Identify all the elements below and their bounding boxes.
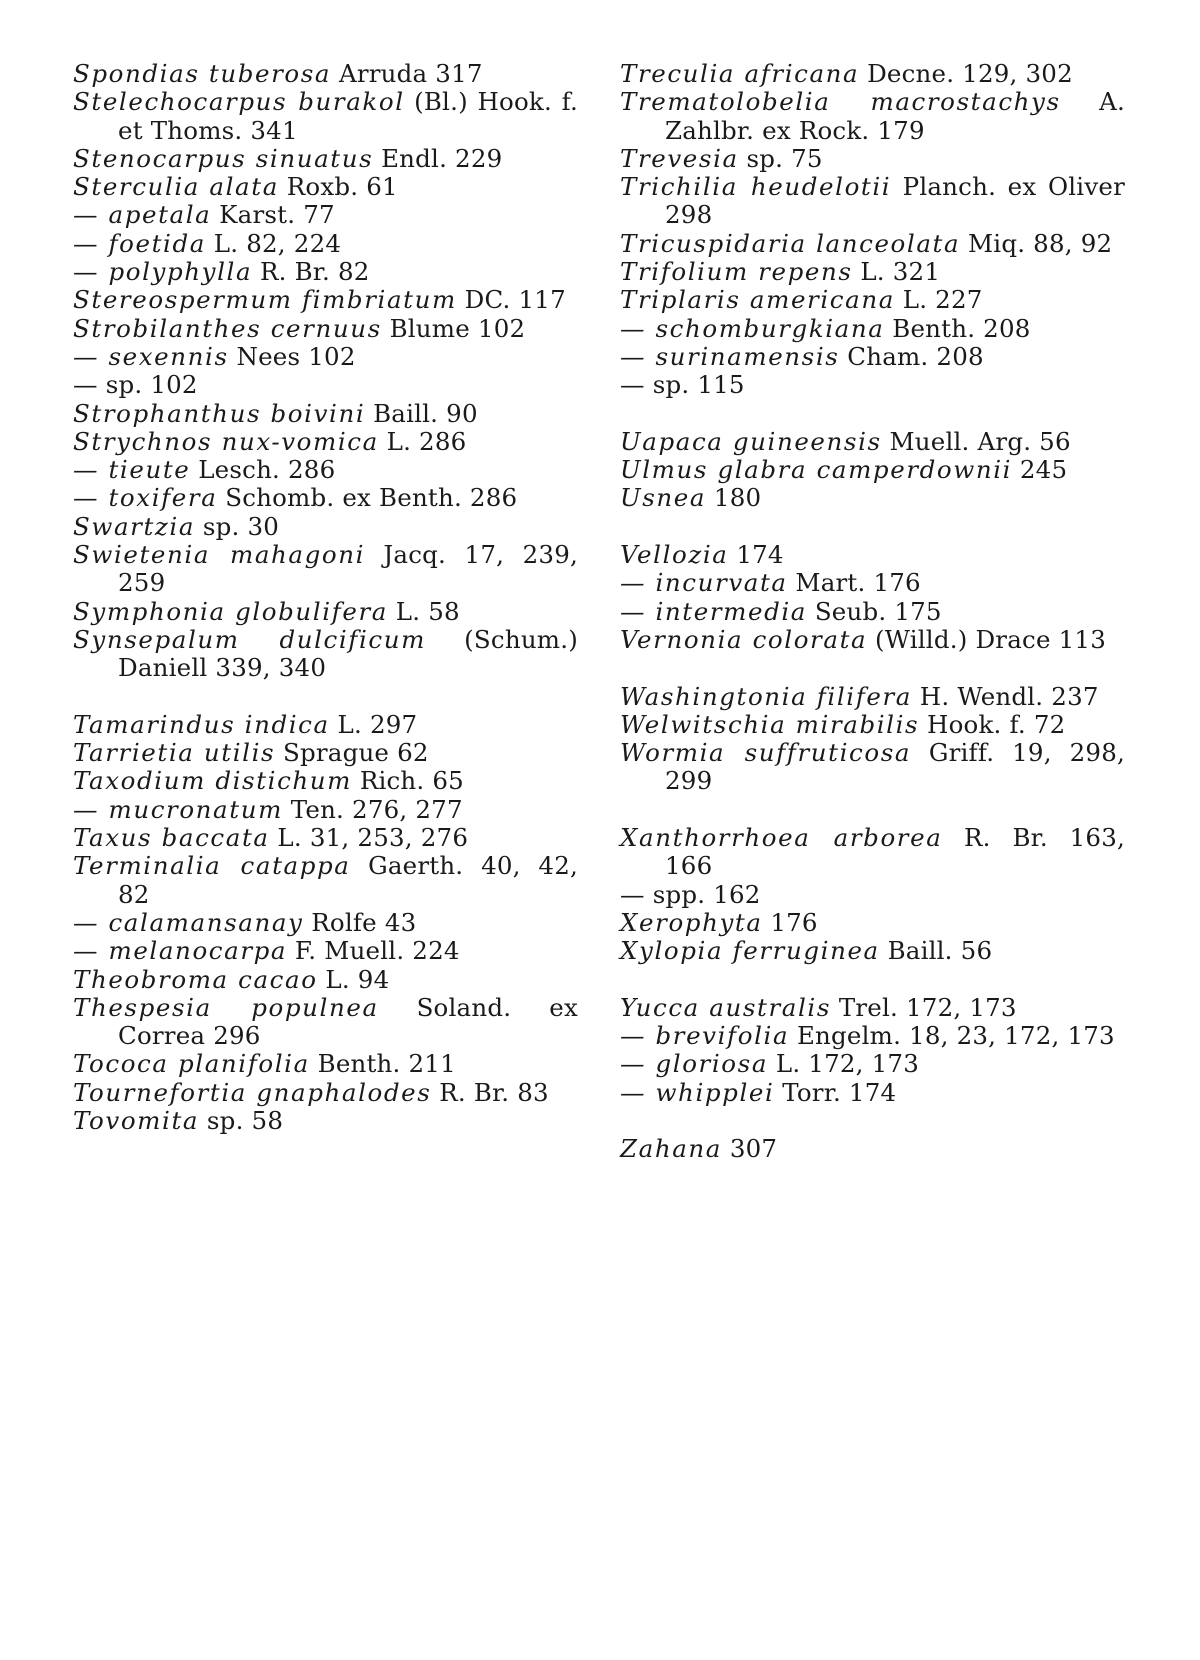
index-entry [73, 994, 578, 1051]
authority-and-pages: — sp. 115 [620, 370, 745, 399]
taxon-name: Treculia africana [620, 59, 859, 88]
authority-and-pages: R. Br. 82 [260, 257, 370, 286]
authority-and-pages: (Willd.) Drace 113 [875, 625, 1106, 654]
index-entry [620, 711, 1125, 739]
index-entry [73, 711, 578, 739]
authority-and-pages: sp. 58 [207, 1106, 283, 1135]
authority-and-pages: Decne. 129, 302 [867, 59, 1073, 88]
authority-and-pages: Benth. 208 [892, 314, 1030, 343]
authority-and-pages: Endl. 229 [381, 144, 502, 173]
authority-and-pages: Griff. 19, 298, 299 [665, 738, 1125, 795]
authority-and-pages: L. 286 [387, 427, 467, 456]
authority-and-pages: 176 [770, 908, 817, 937]
taxon-name: Sterculia alata [73, 172, 279, 201]
index-entry [73, 201, 578, 229]
taxon-name: Stelechocarpus burakol [73, 87, 405, 116]
authority-and-pages: Lesch. 286 [198, 455, 335, 484]
authority-and-pages: Soland. ex Correa 296 [118, 993, 578, 1050]
index-entry [73, 767, 578, 795]
index-entry [73, 484, 578, 512]
taxon-name: Triplaris americana [620, 285, 895, 314]
authority-and-pages: Torr. 174 [782, 1078, 896, 1107]
taxon-name: Strobilanthes cernuus [73, 314, 382, 343]
index-entry [620, 286, 1125, 314]
index-entry [620, 456, 1125, 484]
authority-and-pages: Mart. 176 [795, 568, 920, 597]
authority-and-pages: H. Wendl. 237 [920, 682, 1099, 711]
authority-and-pages: Miq. 88, 92 [968, 229, 1112, 258]
index-entry [620, 994, 1125, 1022]
index-entry [73, 371, 578, 399]
taxon-name: Trevesia [620, 144, 739, 173]
taxon-name: Vellozia [620, 540, 729, 569]
taxon-name: Taxus baccata [73, 823, 270, 852]
authority-and-pages: Baill. 90 [373, 399, 478, 428]
taxon-name: Tarrietia utilis [73, 738, 275, 767]
authority-and-pages: Benth. 211 [318, 1049, 456, 1078]
authority-and-pages: 180 [714, 483, 761, 512]
authority-and-pages: L. 227 [903, 285, 983, 314]
index-entry [73, 909, 578, 937]
authority-and-pages: Muell. Arg. 56 [890, 427, 1071, 456]
authority-and-pages: Ten. 276, 277 [291, 795, 463, 824]
index-entry [73, 60, 578, 88]
taxon-name: Xerophyta [620, 908, 763, 937]
taxon-name: Tococa planifolia [73, 1049, 310, 1078]
index-entry [73, 796, 578, 824]
section-gap [73, 683, 578, 711]
index-entry [620, 598, 1125, 626]
index-column-left [73, 60, 578, 1135]
index-entry [620, 315, 1125, 343]
index-entry [620, 824, 1125, 881]
taxon-name: Usnea [620, 483, 706, 512]
authority-and-pages: Rich. 65 [360, 766, 464, 795]
index-entry [620, 484, 1125, 512]
index-entry [620, 881, 1125, 909]
section-gap [620, 966, 1125, 994]
index-entry [620, 937, 1125, 965]
taxon-name: Symphonia globulifera [73, 597, 388, 626]
authority-and-pages: L. 297 [338, 710, 418, 739]
index-entry [620, 343, 1125, 371]
authority-and-pages: 245 [1020, 455, 1067, 484]
authority-and-pages: 307 [730, 1134, 777, 1163]
authority-and-pages: (Schum.) Daniell 339, 340 [118, 625, 578, 682]
taxon-name: Thespesia populnea [73, 993, 379, 1022]
index-entry [73, 315, 578, 343]
taxon-name: Stereospermum fimbriatum [73, 285, 457, 314]
taxon-name: Tovomita [73, 1106, 199, 1135]
index-entry [620, 1135, 1125, 1163]
authority-and-pages: Gaerth. 40, 42, 82 [118, 851, 578, 908]
taxon-name: Ulmus glabra camperdownii [620, 455, 1012, 484]
authority-and-pages: R. Br. 163, 166 [665, 823, 1125, 880]
taxon-name: Tournefortia gnaphalodes [73, 1078, 431, 1107]
taxon-name: — tieute [73, 455, 190, 484]
authority-and-pages: L. 31, 253, 276 [277, 823, 468, 852]
authority-and-pages: Blume 102 [390, 314, 526, 343]
index-entry [620, 145, 1125, 173]
authority-and-pages: L. 82, 224 [214, 229, 341, 258]
index-entry [73, 598, 578, 626]
authority-and-pages: sp. 75 [747, 144, 823, 173]
index-column-right [620, 60, 1125, 1164]
taxon-name: — polyphylla [73, 257, 252, 286]
authority-and-pages: A. Zahlbr. ex Rock. 179 [665, 87, 1125, 144]
index-entry [620, 569, 1125, 597]
taxon-name: Xanthorrhoea arborea [620, 823, 942, 852]
authority-and-pages: — sp. 102 [73, 370, 198, 399]
authority-and-pages: Rolfe 43 [311, 908, 416, 937]
section-gap [620, 513, 1125, 541]
taxon-name: Trematolobelia macrostachys [620, 87, 1061, 116]
index-entry [73, 541, 578, 598]
authority-and-pages: 174 [736, 540, 783, 569]
taxon-name: Strychnos nux-vomica [73, 427, 379, 456]
authority-and-pages: Planch. ex Oliver 298 [665, 172, 1125, 229]
authority-and-pages: (Bl.) Hook. f. et Thoms. 341 [118, 87, 578, 144]
index-entry [73, 88, 578, 145]
authority-and-pages: Hook. f. 72 [927, 710, 1065, 739]
authority-and-pages: F. Muell. 224 [295, 936, 460, 965]
authority-and-pages: Jacq. 17, 239, 259 [118, 540, 578, 597]
section-gap [620, 400, 1125, 428]
taxon-name: Yucca australis [620, 993, 831, 1022]
index-entry [73, 1079, 578, 1107]
index-entry [73, 1050, 578, 1078]
authority-and-pages: R. Br. 83 [439, 1078, 549, 1107]
index-entry [620, 541, 1125, 569]
taxon-name: Taxodium distichum [73, 766, 352, 795]
authority-and-pages: Seub. 175 [815, 597, 942, 626]
index-entry [620, 60, 1125, 88]
taxon-name: Xylopia ferruginea [620, 936, 880, 965]
index-entry [620, 1079, 1125, 1107]
taxon-name: Theobroma cacao [73, 965, 318, 994]
index-entry [73, 824, 578, 852]
taxon-name: — mucronatum [73, 795, 283, 824]
authority-and-pages: Cham. 208 [847, 342, 984, 371]
authority-and-pages: DC. 117 [465, 285, 566, 314]
taxon-name: Tamarindus indica [73, 710, 330, 739]
taxon-name: — intermedia [620, 597, 807, 626]
authority-and-pages: Arruda 317 [339, 59, 483, 88]
index-entry [73, 1107, 578, 1135]
index-entry [73, 343, 578, 371]
section-gap [620, 1107, 1125, 1135]
taxon-name: — brevifolia [620, 1021, 789, 1050]
index-entry [620, 428, 1125, 456]
index-entry [73, 286, 578, 314]
taxon-name: Stenocarpus sinuatus [73, 144, 373, 173]
taxon-name: — sexennis [73, 342, 229, 371]
authority-and-pages: Schomb. ex Benth. 286 [225, 483, 517, 512]
index-entry [73, 258, 578, 286]
index-entry [73, 513, 578, 541]
taxon-name: Tricuspidaria lanceolata [620, 229, 960, 258]
index-entry [73, 428, 578, 456]
index-entry [620, 909, 1125, 937]
index-entry [73, 852, 578, 909]
taxon-name: — gloriosa [620, 1049, 768, 1078]
authority-and-pages: Baill. 56 [888, 936, 993, 965]
authority-and-pages: Trel. 172, 173 [839, 993, 1017, 1022]
taxon-name: Trifolium repens [620, 257, 853, 286]
authority-and-pages: Roxb. 61 [287, 172, 398, 201]
taxon-name: Synsepalum dulcificum [73, 625, 426, 654]
index-entry [73, 739, 578, 767]
taxon-name: Zahana [620, 1134, 722, 1163]
section-gap [620, 796, 1125, 824]
authority-and-pages: sp. 30 [203, 512, 279, 541]
index-entry [620, 626, 1125, 654]
authority-and-pages: — spp. 162 [620, 880, 761, 909]
taxon-name: Strophanthus boivini [73, 399, 365, 428]
index-entry [73, 626, 578, 683]
index-entry [620, 88, 1125, 145]
taxon-name: Uapaca guineensis [620, 427, 882, 456]
taxon-name: — schomburgkiana [620, 314, 884, 343]
authority-and-pages: L. 58 [396, 597, 460, 626]
index-entry [620, 1022, 1125, 1050]
index-entry [73, 456, 578, 484]
taxon-name: Swartzia [73, 512, 195, 541]
index-entry [620, 1050, 1125, 1078]
taxon-name: Spondias tuberosa [73, 59, 331, 88]
authority-and-pages: Karst. 77 [219, 200, 335, 229]
section-gap [620, 654, 1125, 682]
authority-and-pages: Engelm. 18, 23, 172, 173 [797, 1021, 1115, 1050]
index-entry [73, 400, 578, 428]
taxon-name: — whipplei [620, 1078, 774, 1107]
taxon-name: — calamansanay [73, 908, 303, 937]
taxon-name: — apetala [73, 200, 211, 229]
index-entry [620, 173, 1125, 230]
taxon-name: — toxifera [73, 483, 217, 512]
taxon-name: Terminalia catappa [73, 851, 351, 880]
taxon-name: — foetida [73, 229, 206, 258]
taxon-name: Vernonia colorata [620, 625, 867, 654]
index-entry [620, 683, 1125, 711]
taxon-name: Welwitschia mirabilis [620, 710, 919, 739]
index-entry [620, 371, 1125, 399]
authority-and-pages: L. 172, 173 [776, 1049, 919, 1078]
index-entry [73, 937, 578, 965]
index-entry [73, 173, 578, 201]
authority-and-pages: Sprague 62 [283, 738, 429, 767]
authority-and-pages: Nees 102 [236, 342, 355, 371]
authority-and-pages: L. 321 [860, 257, 940, 286]
index-page [0, 0, 1200, 1660]
taxon-name: — melanocarpa [73, 936, 287, 965]
taxon-name: Swietenia mahagoni [73, 540, 365, 569]
taxon-name: Trichilia heudelotii [620, 172, 891, 201]
index-entry [620, 739, 1125, 796]
taxon-name: Washingtonia filifera [620, 682, 912, 711]
taxon-name: Wormia suffruticosa [620, 738, 911, 767]
authority-and-pages: L. 94 [325, 965, 389, 994]
taxon-name: — incurvata [620, 568, 788, 597]
index-entry [73, 230, 578, 258]
index-entry [620, 230, 1125, 258]
index-entry [73, 966, 578, 994]
taxon-name: — surinamensis [620, 342, 839, 371]
index-entry [620, 258, 1125, 286]
index-entry [73, 145, 578, 173]
